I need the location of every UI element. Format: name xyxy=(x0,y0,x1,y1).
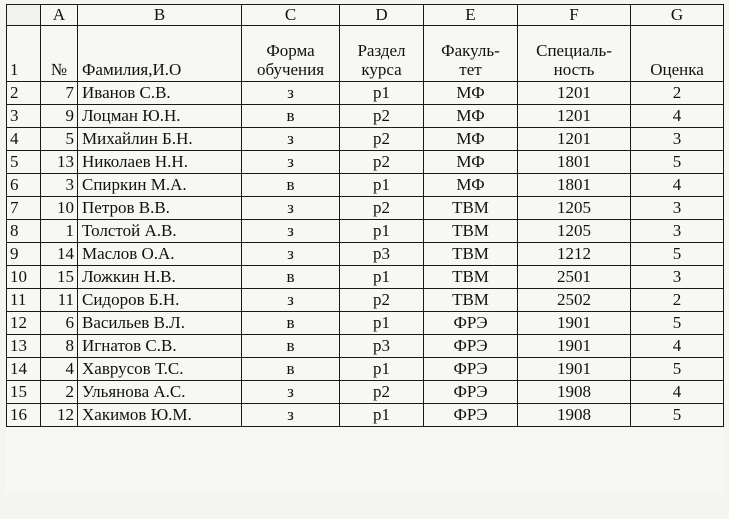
cell-section[interactable]: р1 xyxy=(340,312,424,335)
cell-specialty[interactable]: 1901 xyxy=(518,312,631,335)
cell-section[interactable]: р1 xyxy=(340,358,424,381)
row-number[interactable]: 11 xyxy=(7,289,41,312)
header-faculty-line1: Факуль- xyxy=(441,41,500,60)
column-letter-c[interactable]: C xyxy=(242,5,340,26)
cell-specialty[interactable]: 2501 xyxy=(518,266,631,289)
cell-fio[interactable]: Ложкин Н.В. xyxy=(78,266,242,289)
cell-form[interactable]: в xyxy=(242,174,340,197)
cell-faculty[interactable]: ТВМ xyxy=(424,197,518,220)
cell-fio[interactable]: Игнатов С.В. xyxy=(78,335,242,358)
cell-form[interactable]: в xyxy=(242,105,340,128)
header-faculty[interactable] xyxy=(424,26,518,82)
cell-section[interactable]: р2 xyxy=(340,289,424,312)
header-specialty-line1: Специаль- xyxy=(536,41,612,60)
header-num[interactable]: № xyxy=(41,26,78,82)
header-faculty-line2: тет xyxy=(459,60,482,79)
cell-section[interactable]: р1 xyxy=(340,404,424,427)
cell-grade[interactable]: 4 xyxy=(631,335,724,358)
cell-grade[interactable]: 5 xyxy=(631,243,724,266)
cell-grade[interactable]: 3 xyxy=(631,220,724,243)
cell-fio[interactable]: Николаев Н.Н. xyxy=(78,151,242,174)
cell-num[interactable]: 2 xyxy=(41,381,78,404)
cell-faculty[interactable]: МФ xyxy=(424,82,518,105)
corner-cell[interactable] xyxy=(7,5,41,26)
header-row xyxy=(7,26,724,82)
column-letter-row xyxy=(7,5,724,26)
cell-faculty[interactable]: ФРЭ xyxy=(424,358,518,381)
cell-form[interactable]: з xyxy=(242,197,340,220)
cell-section[interactable]: р2 xyxy=(340,128,424,151)
header-grade[interactable]: Оценка xyxy=(631,26,724,82)
table-row xyxy=(7,266,724,289)
spreadsheet xyxy=(6,4,723,493)
cell-grade[interactable]: 5 xyxy=(631,312,724,335)
cell-faculty[interactable]: ТВМ xyxy=(424,243,518,266)
cell-grade[interactable]: 4 xyxy=(631,381,724,404)
cell-faculty[interactable]: ФРЭ xyxy=(424,404,518,427)
cell-grade[interactable]: 3 xyxy=(631,266,724,289)
cell-faculty[interactable]: ФРЭ xyxy=(424,335,518,358)
cell-specialty[interactable]: 2502 xyxy=(518,289,631,312)
cell-section[interactable]: р3 xyxy=(340,243,424,266)
cell-num[interactable]: 4 xyxy=(41,358,78,381)
cell-fio[interactable]: Толстой А.В. xyxy=(78,220,242,243)
table-row xyxy=(7,151,724,174)
row-number[interactable]: 7 xyxy=(7,197,41,220)
cell-fio[interactable]: Хакимов Ю.М. xyxy=(78,404,242,427)
cell-form[interactable]: в xyxy=(242,266,340,289)
cell-num[interactable]: 11 xyxy=(41,289,78,312)
column-letter-d[interactable]: D xyxy=(340,5,424,26)
cell-specialty[interactable]: 1205 xyxy=(518,197,631,220)
cell-fio[interactable]: Лоцман Ю.Н. xyxy=(78,105,242,128)
header-section-line1: Раздел xyxy=(357,41,406,60)
header-specialty-line2: ность xyxy=(553,60,595,79)
cell-specialty[interactable]: 1801 xyxy=(518,151,631,174)
cell-section[interactable]: р1 xyxy=(340,220,424,243)
cell-num[interactable]: 9 xyxy=(41,105,78,128)
cell-fio[interactable]: Хаврусов Т.С. xyxy=(78,358,242,381)
data-table xyxy=(6,4,724,427)
cell-form[interactable]: з xyxy=(242,289,340,312)
cell-specialty[interactable]: 1908 xyxy=(518,381,631,404)
cell-fio[interactable]: Михайлин Б.Н. xyxy=(78,128,242,151)
cell-section[interactable]: р2 xyxy=(340,197,424,220)
table-row xyxy=(7,381,724,404)
cell-num[interactable]: 5 xyxy=(41,128,78,151)
cell-section[interactable]: р1 xyxy=(340,174,424,197)
header-fio[interactable]: Фамилия,И.О xyxy=(78,26,242,82)
cell-grade[interactable]: 5 xyxy=(631,358,724,381)
cell-grade[interactable]: 5 xyxy=(631,151,724,174)
row-number[interactable]: 4 xyxy=(7,128,41,151)
header-form-line2: обучения xyxy=(256,60,325,79)
cell-faculty[interactable]: ТВМ xyxy=(424,220,518,243)
cell-num[interactable]: 8 xyxy=(41,335,78,358)
cell-form[interactable]: з xyxy=(242,82,340,105)
cell-num[interactable]: 13 xyxy=(41,151,78,174)
cell-section[interactable]: р3 xyxy=(340,335,424,358)
cell-grade[interactable]: 4 xyxy=(631,105,724,128)
column-letter-b[interactable]: B xyxy=(78,5,242,26)
cell-section[interactable]: р2 xyxy=(340,151,424,174)
cell-num[interactable]: 6 xyxy=(41,312,78,335)
cell-specialty[interactable]: 1908 xyxy=(518,404,631,427)
cell-grade[interactable]: 4 xyxy=(631,174,724,197)
cell-fio[interactable]: Сидоров Б.Н. xyxy=(78,289,242,312)
cell-form[interactable]: з xyxy=(242,220,340,243)
header-specialty[interactable] xyxy=(518,26,631,82)
cell-specialty[interactable]: 1201 xyxy=(518,82,631,105)
cell-num[interactable]: 10 xyxy=(41,197,78,220)
cell-faculty[interactable]: ТВМ xyxy=(424,266,518,289)
row-number[interactable]: 14 xyxy=(7,358,41,381)
cell-form[interactable]: з xyxy=(242,128,340,151)
cell-faculty[interactable]: ТВМ xyxy=(424,289,518,312)
cell-faculty[interactable]: МФ xyxy=(424,151,518,174)
cell-grade[interactable]: 3 xyxy=(631,128,724,151)
cell-grade[interactable]: 2 xyxy=(631,289,724,312)
table-row xyxy=(7,289,724,312)
table-row xyxy=(7,82,724,105)
cell-fio[interactable]: Ульянова А.С. xyxy=(78,381,242,404)
cell-form[interactable]: в xyxy=(242,312,340,335)
cell-faculty[interactable]: ФРЭ xyxy=(424,381,518,404)
cell-specialty[interactable]: 1212 xyxy=(518,243,631,266)
table-row xyxy=(7,128,724,151)
cell-num[interactable]: 15 xyxy=(41,266,78,289)
column-letter-f[interactable]: F xyxy=(518,5,631,26)
column-letter-a[interactable]: A xyxy=(41,5,78,26)
cell-num[interactable]: 1 xyxy=(41,220,78,243)
row-number[interactable]: 2 xyxy=(7,82,41,105)
cell-num[interactable]: 12 xyxy=(41,404,78,427)
row-number[interactable]: 6 xyxy=(7,174,41,197)
cell-num[interactable]: 14 xyxy=(41,243,78,266)
header-section-line2: курса xyxy=(361,60,402,79)
cell-form[interactable]: з xyxy=(242,243,340,266)
row-number[interactable]: 5 xyxy=(7,151,41,174)
table-row xyxy=(7,243,724,266)
cell-section[interactable]: р2 xyxy=(340,381,424,404)
cell-num[interactable]: 7 xyxy=(41,82,78,105)
table-row xyxy=(7,174,724,197)
cell-specialty[interactable]: 1201 xyxy=(518,105,631,128)
row-number[interactable]: 1 xyxy=(7,26,41,82)
row-number[interactable]: 8 xyxy=(7,220,41,243)
cell-grade[interactable]: 5 xyxy=(631,404,724,427)
cell-section[interactable]: р1 xyxy=(340,266,424,289)
row-number[interactable]: 10 xyxy=(7,266,41,289)
cell-fio[interactable]: Маслов О.А. xyxy=(78,243,242,266)
cell-section[interactable]: р1 xyxy=(340,82,424,105)
header-form-line1: Форма xyxy=(266,41,315,60)
cell-specialty[interactable]: 1205 xyxy=(518,220,631,243)
cell-faculty[interactable]: МФ xyxy=(424,105,518,128)
table-row xyxy=(7,197,724,220)
cell-specialty[interactable]: 1901 xyxy=(518,335,631,358)
cell-grade[interactable]: 3 xyxy=(631,197,724,220)
cell-specialty[interactable]: 1201 xyxy=(518,128,631,151)
row-number[interactable]: 16 xyxy=(7,404,41,427)
cell-num[interactable]: 3 xyxy=(41,174,78,197)
cell-form[interactable]: в xyxy=(242,335,340,358)
header-form[interactable] xyxy=(242,26,340,82)
cell-specialty[interactable]: 1801 xyxy=(518,174,631,197)
cell-form[interactable]: з xyxy=(242,404,340,427)
table-row xyxy=(7,404,724,427)
table-row xyxy=(7,358,724,381)
cell-faculty[interactable]: МФ xyxy=(424,128,518,151)
cell-fio[interactable]: Петров В.В. xyxy=(78,197,242,220)
header-section[interactable] xyxy=(340,26,424,82)
table-row xyxy=(7,220,724,243)
cell-fio[interactable]: Иванов С.В. xyxy=(78,82,242,105)
cell-fio[interactable]: Васильев В.Л. xyxy=(78,312,242,335)
row-number[interactable]: 9 xyxy=(7,243,41,266)
cell-faculty[interactable]: МФ xyxy=(424,174,518,197)
column-letter-e[interactable]: E xyxy=(424,5,518,26)
row-number[interactable]: 3 xyxy=(7,105,41,128)
table-row xyxy=(7,335,724,358)
row-number[interactable]: 15 xyxy=(7,381,41,404)
row-number[interactable]: 13 xyxy=(7,335,41,358)
cell-form[interactable]: в xyxy=(242,358,340,381)
cell-form[interactable]: з xyxy=(242,381,340,404)
table-row xyxy=(7,312,724,335)
row-number[interactable]: 12 xyxy=(7,312,41,335)
cell-grade[interactable]: 2 xyxy=(631,82,724,105)
cell-fio[interactable]: Спиркин М.А. xyxy=(78,174,242,197)
cell-section[interactable]: р2 xyxy=(340,105,424,128)
cell-specialty[interactable]: 1901 xyxy=(518,358,631,381)
cell-faculty[interactable]: ФРЭ xyxy=(424,312,518,335)
table-row xyxy=(7,105,724,128)
cell-form[interactable]: з xyxy=(242,151,340,174)
column-letter-g[interactable]: G xyxy=(631,5,724,26)
